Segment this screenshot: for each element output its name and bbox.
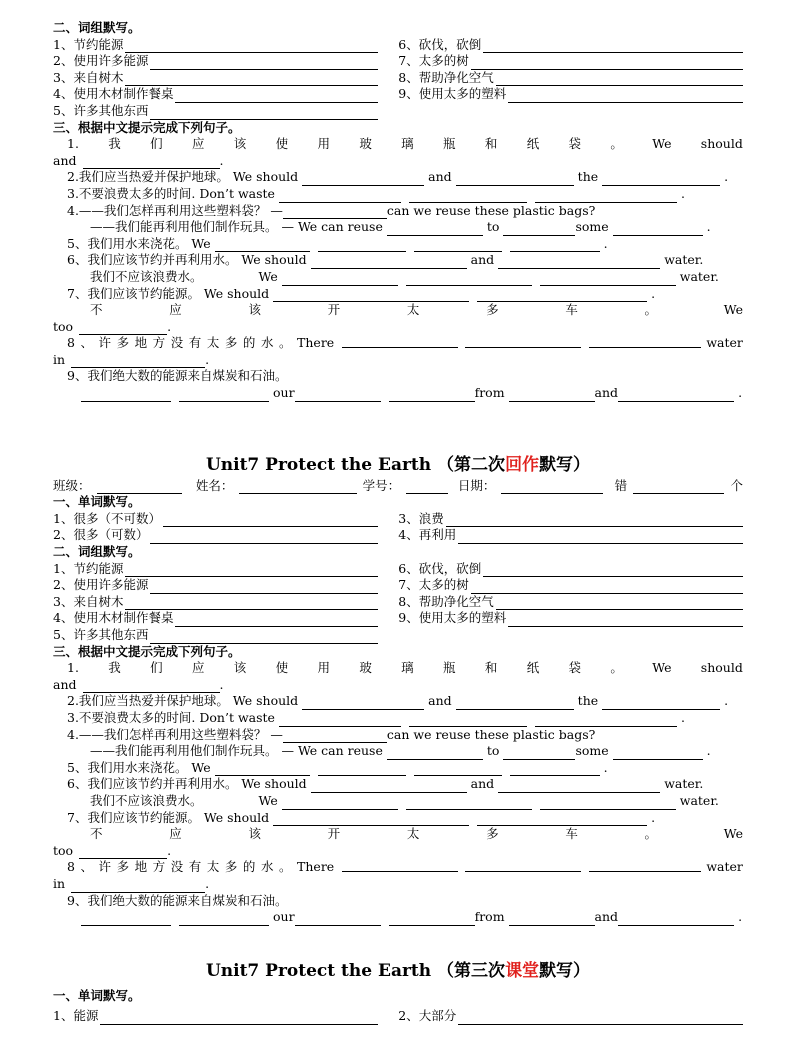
sentence-9: 9、我们绝大数的能源来自煤炭和石油。 — [67, 892, 288, 908]
sentence-word: 车 — [565, 826, 578, 842]
sentence-word: 纸 — [526, 660, 540, 676]
item-cell — [53, 103, 398, 120]
answer-blank[interactable] — [295, 913, 381, 926]
sentence-7-sub — [53, 302, 743, 319]
item-label: 3、来自树木 — [53, 69, 124, 85]
answer-blank[interactable] — [342, 335, 458, 348]
item-label: 2、使用许多能源 — [53, 577, 149, 593]
answer-blank[interactable] — [215, 239, 310, 252]
answer-blank[interactable] — [311, 256, 467, 269]
sentence-word: 的 — [242, 859, 256, 875]
item-cell — [53, 86, 398, 103]
sentence-word: 我 — [108, 660, 121, 676]
answer-blank[interactable] — [483, 564, 743, 577]
item-cell — [53, 627, 398, 644]
answer-blank[interactable] — [446, 514, 743, 527]
title-red-word: 回作 — [505, 454, 540, 475]
item-cell — [53, 610, 398, 627]
sentence-4: 4.——我们怎样再利用这些塑料袋？ — can we reuse these plastic bags? — [67, 726, 596, 742]
sentence-word: 水 — [260, 859, 274, 875]
sentence-1-cont: and . — [53, 152, 224, 168]
sentence-8-cont: in . — [53, 351, 210, 367]
item-label: 2、大部分 — [398, 1008, 457, 1024]
item-row — [53, 561, 743, 578]
item-cell — [398, 577, 743, 594]
item-label: 4、使用木材制作餐桌 — [53, 610, 174, 626]
answer-blank[interactable] — [318, 239, 406, 252]
answer-blank[interactable] — [389, 913, 475, 926]
sentence-word: 许 — [98, 335, 112, 351]
class-label: 班级： — [53, 477, 91, 493]
sentence-word: 方 — [152, 335, 166, 351]
sentence-word: 该 — [248, 302, 261, 318]
item-row — [53, 103, 743, 120]
answer-blank[interactable] — [83, 680, 220, 693]
sentence-word: 们 — [150, 136, 163, 152]
sentence-word: 们 — [150, 660, 163, 676]
student-info-row — [53, 478, 743, 495]
answer-blank[interactable] — [477, 813, 647, 826]
answer-blank[interactable] — [175, 614, 378, 627]
item-label: 3、浪费 — [398, 510, 444, 526]
item-row — [53, 37, 743, 54]
item-cell — [398, 70, 743, 87]
item-cell — [398, 561, 743, 578]
answer-blank[interactable] — [510, 763, 600, 776]
answer-blank[interactable] — [342, 859, 458, 872]
sentence-word: 地 — [134, 859, 148, 875]
item-cell — [53, 511, 398, 528]
item-cell — [53, 594, 398, 611]
title-red-word: 课堂 — [505, 960, 540, 981]
phrases-section-title: 二、词组默写。 — [53, 20, 141, 35]
sentence-word: water — [706, 859, 743, 875]
answer-blank[interactable] — [589, 859, 701, 872]
item-cell — [53, 577, 398, 594]
sentence-2: 2.我们应当热爱并保护地球。 We should and the . — [67, 693, 729, 709]
phrases-list — [53, 561, 743, 644]
item-row — [53, 610, 743, 627]
answer-blank[interactable] — [414, 239, 502, 252]
sentence-word: 开 — [327, 302, 341, 318]
item-label: 6、砍伐，砍倒 — [398, 560, 482, 576]
answer-blank[interactable] — [302, 173, 424, 186]
second-dictation-block — [53, 544, 743, 926]
sentence-word: 璃 — [401, 136, 414, 152]
sentence-word: 太 — [406, 826, 420, 842]
answer-blank[interactable] — [465, 335, 581, 348]
sentence-8-cont: in . — [53, 875, 210, 891]
answer-blank[interactable] — [150, 531, 378, 544]
answer-blank[interactable] — [471, 581, 743, 594]
sentence-word: 应 — [191, 660, 205, 676]
sentence-1 — [53, 660, 743, 677]
sentence-word: 的 — [242, 335, 256, 351]
answer-blank[interactable] — [458, 1012, 743, 1025]
answer-blank[interactable] — [215, 763, 310, 776]
item-label: 1、节约能源 — [53, 560, 124, 576]
sentences-section-title: 三、根据中文提示完成下列句子。 — [53, 119, 241, 135]
answer-blank[interactable] — [318, 763, 406, 776]
sentence-word: 使 — [275, 660, 289, 676]
answer-blank[interactable] — [279, 714, 401, 727]
item-cell — [398, 37, 743, 54]
answer-blank[interactable] — [483, 40, 743, 53]
sentence-word: 瓶 — [443, 136, 456, 152]
sentence-word: We — [723, 826, 743, 842]
item-label: 6、砍伐，砍倒 — [398, 36, 482, 52]
sentence-word: 该 — [233, 136, 247, 152]
sentence-5: 5、我们用水来浇花。 We . — [67, 235, 608, 251]
phrases-list — [53, 37, 743, 120]
answer-blank[interactable] — [387, 747, 483, 760]
answer-blank[interactable] — [409, 714, 527, 727]
sentence-word: 没 — [170, 859, 184, 875]
answer-blank[interactable] — [79, 846, 167, 859]
answer-blank[interactable] — [498, 256, 660, 269]
sentence-word: There — [297, 335, 335, 351]
answer-blank[interactable] — [71, 880, 205, 893]
sentence-word: 。 — [279, 859, 292, 875]
sentence-word: 8 — [67, 859, 75, 875]
item-label: 2、很多（可数） — [53, 527, 149, 543]
answer-blank[interactable] — [163, 514, 378, 527]
sentence-word: 没 — [170, 335, 184, 351]
answer-blank[interactable] — [81, 389, 171, 402]
worksheet-page — [53, 20, 743, 1025]
answer-blank[interactable] — [179, 389, 269, 402]
item-cell — [398, 610, 743, 627]
name-blank[interactable] — [239, 481, 356, 494]
answer-blank[interactable] — [282, 797, 398, 810]
answer-blank[interactable] — [273, 289, 469, 302]
item-label: 9、使用太多的塑料 — [398, 86, 507, 102]
item-label: 2、使用许多能源 — [53, 53, 149, 69]
sentence-word: 8 — [67, 335, 75, 351]
answer-blank[interactable] — [150, 631, 378, 644]
item-row — [53, 70, 743, 87]
sentence-word: 方 — [152, 859, 166, 875]
answer-blank[interactable] — [282, 273, 398, 286]
sentence-word: 和 — [484, 660, 498, 676]
item-label: 1、能源 — [53, 1008, 99, 1024]
answer-blank[interactable] — [311, 780, 467, 793]
answer-blank[interactable] — [125, 597, 378, 610]
item-row — [53, 527, 743, 544]
sentence-7-sub-cont: too . — [53, 318, 172, 334]
sentence-word: 多 — [224, 335, 238, 351]
sentence-2: 2.我们应当热爱并保护地球。 We should and the . — [67, 169, 729, 185]
answer-blank[interactable] — [602, 173, 720, 186]
answer-blank[interactable] — [125, 564, 378, 577]
answer-blank[interactable] — [279, 190, 401, 203]
sentence-word: 许 — [98, 859, 112, 875]
sentence-word: 地 — [134, 335, 148, 351]
item-cell — [398, 527, 743, 544]
answer-blank[interactable] — [456, 173, 574, 186]
answer-blank[interactable] — [618, 389, 734, 402]
item-label: 7、太多的树 — [398, 577, 469, 593]
sentence-7-sub — [53, 826, 743, 843]
item-label: 7、太多的树 — [398, 53, 469, 69]
answer-blank[interactable] — [150, 581, 378, 594]
item-label: 9、使用太多的塑料 — [398, 610, 507, 626]
answer-blank[interactable] — [387, 223, 483, 236]
sentence-word: 袋 — [568, 136, 582, 152]
sentence-8 — [53, 859, 743, 876]
sentence-1-cont: and . — [53, 676, 224, 692]
sentence-word: 水 — [260, 335, 274, 351]
sentence-word: 太 — [206, 335, 220, 351]
item-cell — [53, 70, 398, 87]
class-blank[interactable] — [97, 481, 182, 494]
answer-blank[interactable] — [589, 335, 701, 348]
answer-blank[interactable] — [150, 107, 378, 120]
name-label: 姓名： — [195, 477, 234, 493]
sentence-9-answer: our from and . — [53, 385, 743, 402]
item-cell — [53, 1008, 398, 1025]
sentence-word: 多 — [486, 826, 499, 842]
student-no-blank[interactable] — [406, 481, 448, 494]
sentence-word: water — [706, 335, 743, 351]
sentence-word: 、 — [80, 859, 93, 875]
answer-blank[interactable] — [175, 90, 378, 103]
error-label: 错 — [614, 477, 628, 493]
error-unit: 个 — [730, 477, 743, 493]
item-cell — [398, 627, 743, 644]
sentence-word: 用 — [317, 136, 330, 152]
item-label: 8、帮助净化空气 — [398, 593, 494, 609]
answer-blank[interactable] — [535, 190, 677, 203]
sentence-word: 太 — [206, 859, 220, 875]
item-label: 1、节约能源 — [53, 36, 124, 52]
answer-blank[interactable] — [540, 273, 676, 286]
answer-blank[interactable] — [509, 389, 595, 402]
item-cell — [398, 86, 743, 103]
answer-blank[interactable] — [83, 156, 220, 169]
item-label: 5、许多其他东西 — [53, 627, 149, 642]
sentence-word: 。 — [610, 660, 623, 676]
sentence-word: There — [297, 859, 335, 875]
sentence-word: 不 — [90, 826, 103, 842]
sentence-word: 1. — [67, 136, 79, 152]
answer-blank[interactable] — [602, 697, 720, 710]
sentence-word: 该 — [233, 660, 247, 676]
sentence-word: 使 — [275, 136, 289, 152]
sentence-4-answer: ——我们能再利用他们制作玩具。 — We can reuse to some . — [90, 219, 711, 235]
sentence-9: 9、我们绝大数的能源来自煤炭和石油。 — [67, 368, 288, 384]
sentence-word: 瓶 — [443, 660, 456, 676]
answer-blank[interactable] — [508, 614, 743, 627]
item-label: 1、很多（不可数） — [53, 510, 161, 526]
answer-blank[interactable] — [179, 913, 269, 926]
item-label: 4、使用木材制作餐桌 — [53, 86, 174, 102]
answer-blank[interactable] — [409, 190, 527, 203]
answer-blank[interactable] — [503, 223, 575, 236]
sentence-word: should — [700, 136, 743, 152]
sentences-section-title: 三、根据中文提示完成下列句子。 — [53, 643, 241, 659]
answer-blank[interactable] — [100, 1012, 378, 1025]
answer-blank[interactable] — [618, 913, 734, 926]
sentence-word: should — [700, 660, 743, 676]
answer-blank[interactable] — [414, 763, 502, 776]
sentence-word: 用 — [317, 660, 330, 676]
item-cell — [53, 527, 398, 544]
first-dictation-block — [53, 20, 743, 402]
answer-blank[interactable] — [125, 40, 378, 53]
date-label: 日期： — [457, 477, 496, 493]
sentence-word: 有 — [188, 859, 202, 875]
sentence-word: 。 — [644, 302, 658, 318]
answer-blank[interactable] — [508, 90, 743, 103]
sentence-word: 。 — [610, 136, 623, 152]
sentence-6: 6、我们应该节约并再利用水。 We should and water. — [67, 776, 704, 792]
answer-blank[interactable] — [283, 730, 387, 743]
sentence-word: 有 — [188, 335, 202, 351]
answer-blank[interactable] — [81, 913, 171, 926]
item-cell — [53, 561, 398, 578]
answer-blank[interactable] — [498, 780, 660, 793]
second-words-list — [53, 511, 743, 544]
date-blank[interactable] — [501, 481, 602, 494]
sentence-3: 3.不要浪费太多的时间. Don’t waste . — [67, 185, 685, 201]
sentence-word: 我 — [108, 136, 121, 152]
sentence-word: 袋 — [568, 660, 582, 676]
answer-blank[interactable] — [406, 273, 532, 286]
student-no-label: 学号： — [362, 477, 401, 493]
item-row — [53, 53, 743, 70]
answer-blank[interactable] — [283, 206, 387, 219]
sentence-6-sub: 我们不应该浪费水。 We water. — [90, 792, 719, 808]
words-section-title: 一、单词默写。 — [53, 494, 141, 510]
item-label: 8、帮助净化空气 — [398, 69, 494, 85]
answer-blank[interactable] — [465, 859, 581, 872]
answer-blank[interactable] — [471, 57, 743, 70]
sentence-word: We — [652, 136, 672, 152]
item-row — [53, 577, 743, 594]
sentence-6-sub: 我们不应该浪费水。 We water. — [90, 268, 719, 284]
sentence-word: 应 — [191, 136, 205, 152]
sentence-word: 不 — [90, 302, 103, 318]
sentence-word: 玻 — [359, 136, 372, 152]
sentence-7: 7、我们应该节约能源。 We should . — [67, 809, 656, 825]
words-section-title: 一、单词默写。 — [53, 987, 141, 1003]
item-row — [53, 594, 743, 611]
sentence-word: 。 — [279, 335, 292, 351]
second-dictation-title: Unit7 Protect the Earth （第二次回作默写） — [205, 454, 591, 475]
answer-blank[interactable] — [79, 322, 167, 335]
error-count-blank[interactable] — [633, 481, 724, 494]
item-row — [53, 86, 743, 103]
item-cell — [53, 53, 398, 70]
sentence-word: 玻 — [359, 660, 372, 676]
item-cell — [398, 1008, 743, 1025]
answer-blank[interactable] — [509, 913, 595, 926]
answer-blank[interactable] — [613, 747, 703, 760]
item-label: 3、来自树木 — [53, 593, 124, 609]
sentence-4: 4.——我们怎样再利用这些塑料袋？ — can we reuse these plastic bags? — [67, 202, 596, 218]
answer-blank[interactable] — [125, 73, 378, 86]
answer-blank[interactable] — [295, 389, 381, 402]
sentence-word: We — [652, 660, 672, 676]
sentence-word: 开 — [327, 826, 341, 842]
item-label: 5、许多其他东西 — [53, 102, 149, 118]
sentence-6: 6、我们应该节约并再利用水。 We should and water. — [67, 252, 704, 268]
sentence-word: We — [723, 302, 743, 318]
sentence-word: 多 — [224, 859, 238, 875]
answer-blank[interactable] — [71, 355, 205, 368]
answer-blank[interactable] — [477, 289, 647, 302]
item-cell — [398, 53, 743, 70]
answer-blank[interactable] — [535, 714, 677, 727]
answer-blank[interactable] — [458, 531, 743, 544]
answer-blank[interactable] — [456, 697, 574, 710]
sentence-word: 太 — [406, 302, 420, 318]
answer-blank[interactable] — [503, 747, 575, 760]
phrases-section-title: 二、词组默写。 — [53, 544, 141, 560]
item-cell — [53, 37, 398, 54]
answer-blank[interactable] — [273, 813, 469, 826]
sentence-word: 应 — [169, 826, 182, 842]
third-words-list — [53, 1008, 743, 1025]
item-row — [53, 511, 743, 528]
answer-blank[interactable] — [150, 57, 378, 70]
answer-blank[interactable] — [389, 389, 475, 402]
answer-blank[interactable] — [302, 697, 424, 710]
sentence-9-answer: our from and . — [53, 909, 743, 926]
sentence-word: 和 — [484, 136, 498, 152]
sentence-1 — [53, 136, 743, 153]
sentence-4-answer: ——我们能再利用他们制作玩具。 — We can reuse to some . — [90, 743, 711, 759]
sentence-word: 。 — [644, 826, 658, 842]
answer-blank[interactable] — [540, 797, 676, 810]
sentence-word: 多 — [116, 335, 130, 351]
item-row — [53, 1008, 743, 1025]
item-cell — [398, 511, 743, 528]
sentence-8 — [53, 335, 743, 352]
sentence-word: 1. — [67, 660, 79, 676]
sentence-word: 纸 — [526, 136, 540, 152]
sentence-word: 多 — [486, 302, 499, 318]
sentence-5: 5、我们用水来浇花。 We . — [67, 759, 608, 775]
third-dictation-title: Unit7 Protect the Earth （第三次课堂默写） — [205, 960, 591, 981]
sentence-7: 7、我们应该节约能源。 We should . — [67, 285, 656, 301]
sentence-word: 多 — [116, 859, 130, 875]
sentence-word: 车 — [565, 302, 578, 318]
sentence-word: 应 — [169, 302, 182, 318]
item-row — [53, 627, 743, 644]
sentence-3: 3.不要浪费太多的时间. Don’t waste . — [67, 709, 685, 725]
sentence-word: 璃 — [401, 660, 414, 676]
sentence-word: 、 — [80, 335, 93, 351]
sentence-7-sub-cont: too . — [53, 842, 172, 858]
answer-blank[interactable] — [496, 73, 743, 86]
answer-blank[interactable] — [406, 797, 532, 810]
item-label: 4、再利用 — [398, 527, 457, 543]
item-cell — [398, 594, 743, 611]
sentence-word: 该 — [248, 826, 261, 842]
item-cell — [398, 103, 743, 120]
answer-blank[interactable] — [613, 223, 703, 236]
answer-blank[interactable] — [510, 239, 600, 252]
answer-blank[interactable] — [496, 597, 743, 610]
